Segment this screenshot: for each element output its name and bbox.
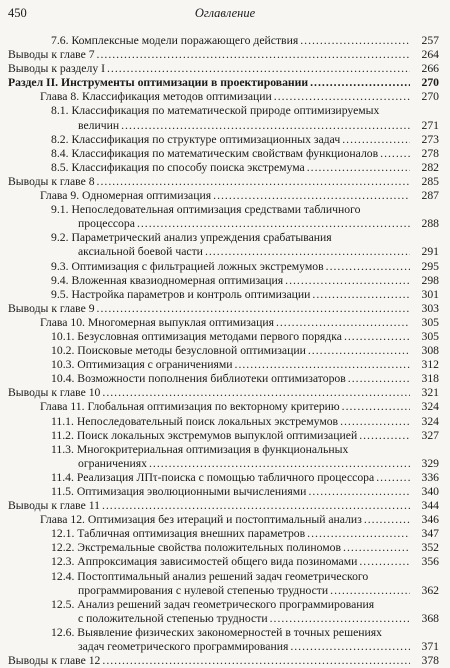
dot-leader <box>343 541 410 555</box>
toc-entry <box>0 90 450 104</box>
toc-entry-line <box>8 48 410 62</box>
toc-entry <box>0 147 450 161</box>
toc-entry <box>0 302 450 316</box>
toc-entry-line <box>51 541 410 555</box>
dot-leader <box>290 640 410 654</box>
toc-entry-line <box>51 584 410 598</box>
toc-entry-body <box>51 344 410 358</box>
dot-leader <box>364 513 410 527</box>
toc-entry-title-continued: ограничениях <box>78 456 147 470</box>
toc-page-number: 346 <box>421 513 439 527</box>
toc-entry-title: 9.5. Настройка параметров и контроль оптимизации <box>51 287 311 301</box>
dot-leader <box>359 429 410 443</box>
toc-entry-line <box>40 90 410 104</box>
toc-page-number: 270 <box>421 76 439 90</box>
toc-entry-title: Глава 10. Многомерная выпуклая оптимизация <box>40 315 274 329</box>
toc-entry-title: 11.1. Непоследовательный поиск локальных экстремумов <box>51 414 339 428</box>
dot-leader <box>310 76 410 90</box>
toc-entry-title: Выводы к главе 7 <box>8 48 95 62</box>
toc-entry-title: 8.4. Классификация по математическим свойствам функционалов <box>51 146 379 160</box>
toc-entry-line <box>51 330 410 344</box>
toc-entry <box>0 626 450 654</box>
toc-entry <box>0 555 450 569</box>
toc-entry <box>0 288 450 302</box>
toc-page-number: 273 <box>421 132 439 146</box>
dot-leader <box>97 302 410 316</box>
dot-leader <box>370 570 410 584</box>
toc-entry-line <box>51 231 410 245</box>
toc-entry <box>0 34 450 48</box>
toc-entry <box>0 570 450 598</box>
toc-entry-body <box>8 76 410 90</box>
toc-page-number: 298 <box>421 273 439 287</box>
toc-entry-title-continued: с положительной степенью трудности <box>78 611 268 625</box>
toc-page-number: 257 <box>421 34 439 47</box>
toc-entry-title: 9.4. Вложенная квазиодномерная оптимизация <box>51 273 284 287</box>
toc-page-number: 308 <box>421 344 439 358</box>
toc-page-number: 301 <box>421 287 439 301</box>
toc-entry-body <box>40 90 410 104</box>
toc-page-number: 318 <box>421 372 439 386</box>
toc-entry-line <box>51 104 410 118</box>
toc-page-number: 305 <box>421 315 439 329</box>
dot-leader <box>235 358 410 372</box>
toc-entry-line <box>51 598 410 612</box>
toc-page-number: 362 <box>421 583 439 597</box>
toc-entry-line <box>51 147 410 161</box>
toc-entry-title: 12.3. Аппроксимация зависимостей общего вида позиномами <box>51 555 358 569</box>
toc-entry <box>0 161 450 175</box>
toc-entry <box>0 76 450 90</box>
page-header <box>0 6 450 22</box>
toc-entry-title: Глава 8. Классификация методов оптимизации <box>40 90 272 104</box>
dot-leader <box>308 344 410 358</box>
dot-leader <box>274 90 410 104</box>
toc-page-number: 368 <box>421 611 439 625</box>
dot-leader <box>276 316 410 330</box>
toc-entry-body <box>51 260 410 274</box>
dot-leader <box>205 245 410 259</box>
toc-entry <box>0 429 450 443</box>
toc-page-number: 278 <box>421 146 439 160</box>
toc-entry-line <box>8 302 410 316</box>
toc-entry-line <box>51 161 410 175</box>
dot-leader <box>380 147 410 161</box>
toc-entry-body <box>51 104 410 132</box>
toc-entry <box>0 541 450 555</box>
toc-entry-body <box>51 471 410 485</box>
dot-leader <box>334 231 410 245</box>
toc-entry-body <box>51 231 410 259</box>
dot-leader <box>376 471 410 485</box>
dot-leader <box>102 654 410 668</box>
toc-entry-line <box>51 527 410 541</box>
toc-page-number: 336 <box>421 470 439 484</box>
toc-entry <box>0 48 450 62</box>
toc-entry <box>0 485 450 499</box>
toc-entry-body <box>51 34 410 48</box>
toc-entry-body <box>51 570 410 598</box>
dot-leader <box>107 62 410 76</box>
toc-entry-body <box>8 62 410 76</box>
toc-entry-line <box>51 344 410 358</box>
toc-entry-body <box>51 541 410 555</box>
toc-entry <box>0 415 450 429</box>
dot-leader <box>312 288 410 302</box>
toc-entry <box>0 654 450 668</box>
toc-entry-title: 11.2. Поиск локальных экстремумов выпуклой оптимизацией <box>51 428 358 442</box>
toc-entry-body <box>51 288 410 302</box>
dot-leader <box>213 189 410 203</box>
toc-page-number: 329 <box>421 456 439 470</box>
toc-page-number: 347 <box>421 527 439 541</box>
toc-page-number: 291 <box>421 245 439 259</box>
table-of-contents <box>0 34 450 668</box>
toc-entry-body <box>51 161 410 175</box>
toc-page-number: 312 <box>421 358 439 372</box>
toc-entry-body <box>8 386 410 400</box>
toc-entry <box>0 133 450 147</box>
dot-leader <box>342 400 410 414</box>
toc-entry-line <box>51 358 410 372</box>
toc-entry-body <box>51 527 410 541</box>
dot-leader <box>300 34 410 48</box>
toc-entry-body <box>51 443 410 471</box>
toc-entry-line <box>51 443 410 457</box>
toc-entry <box>0 598 450 626</box>
toc-entry-title: Выводы к главе 12 <box>8 654 101 668</box>
toc-entry-body <box>51 415 410 429</box>
dot-leader <box>121 119 410 133</box>
dot-leader <box>330 584 410 598</box>
toc-entry-title: Выводы к главе 8 <box>8 174 95 188</box>
toc-entry-title: 9.1. Непоследовательная оптимизация средствами табличного <box>51 203 361 217</box>
toc-entry-title: 12.4. Постоптимальный анализ решений задач геометрического <box>51 569 369 583</box>
toc-entry <box>0 386 450 400</box>
toc-entry-title: Глава 12. Оптимизация без итераций и постоптимальный анализ <box>40 513 362 527</box>
toc-entry <box>0 175 450 189</box>
toc-entry-body <box>51 626 410 654</box>
toc-entry-line <box>40 189 410 203</box>
toc-entry <box>0 104 450 132</box>
dot-leader <box>359 555 410 569</box>
toc-entry-line <box>51 555 410 569</box>
toc-entry <box>0 443 450 471</box>
toc-entry <box>0 62 450 76</box>
toc-entry-body <box>51 485 410 499</box>
toc-entry-body <box>8 302 410 316</box>
toc-entry-title-continued: программирования с нулевой степенью трудности <box>78 583 329 597</box>
toc-entry-title: 11.4. Реализация ЛПτ-поиска с помощью табличного процессора <box>51 470 375 484</box>
toc-page-number: 344 <box>421 499 439 513</box>
toc-entry-line <box>51 203 410 217</box>
toc-entry <box>0 274 450 288</box>
page-number: 450 <box>8 6 27 20</box>
toc-page-number: 378 <box>421 654 439 668</box>
toc-entry-line <box>40 513 410 527</box>
toc-page-number: 340 <box>421 485 439 498</box>
toc-entry-line <box>40 400 410 414</box>
toc-entry-line <box>51 245 410 259</box>
toc-page-number: 282 <box>421 160 439 174</box>
toc-entry-line <box>51 274 410 288</box>
toc-entry-line <box>51 133 410 147</box>
toc-entry-line <box>51 471 410 485</box>
toc-page-number: 324 <box>421 400 439 414</box>
toc-entry-body <box>51 429 410 443</box>
running-title: Оглавление <box>194 6 256 20</box>
toc-page-number: 285 <box>421 174 439 188</box>
toc-entry <box>0 231 450 259</box>
toc-entry <box>0 513 450 527</box>
toc-entry-title: 9.3. Оптимизация с фильтрацией ложных экстремумов <box>51 259 324 273</box>
dot-leader <box>285 274 410 288</box>
toc-entry-title-continued: задач геометрического программирования <box>78 640 289 654</box>
toc-entry <box>0 203 450 231</box>
toc-page-number: 266 <box>421 62 439 76</box>
toc-page-number: 305 <box>421 329 439 343</box>
dot-leader <box>344 330 410 344</box>
toc-entry-line <box>51 415 410 429</box>
toc-page-number: 324 <box>421 414 439 428</box>
toc-entry <box>0 400 450 414</box>
toc-entry-line <box>8 386 410 400</box>
toc-entry-title: 9.2. Параметрический анализ упреждения срабатывания <box>51 231 332 245</box>
toc-entry-title: 11.5. Оптимизация эволюционными вычислениями <box>51 485 307 498</box>
toc-entry-line <box>8 499 410 513</box>
toc-entry-line <box>51 429 410 443</box>
toc-entry-body <box>8 654 410 668</box>
dot-leader <box>307 527 410 541</box>
toc-entry-title: 8.5. Классификация по способу поиска экстремума <box>51 160 305 174</box>
toc-entry-body <box>51 133 410 147</box>
dot-leader <box>307 161 410 175</box>
toc-page-number: 356 <box>421 555 439 569</box>
dot-leader <box>308 485 410 499</box>
toc-entry-title: 10.4. Возможности пополнения библиотеки оптимизаторов <box>51 372 346 386</box>
toc-entry-body <box>40 513 410 527</box>
toc-entry-title: 7.6. Комплексные модели поражающего действия <box>51 34 299 47</box>
toc-entry-title: 10.3. Оптимизация с ограничениями <box>51 358 233 372</box>
toc-entry <box>0 330 450 344</box>
toc-entry <box>0 189 450 203</box>
toc-page-number: 287 <box>421 189 439 203</box>
toc-entry-body <box>8 499 410 513</box>
toc-entry-title: 12.6. Выявление физических закономерностей в точных решениях <box>51 625 382 639</box>
toc-entry-line <box>40 316 410 330</box>
toc-entry-title: Выводы к главе 9 <box>8 301 95 315</box>
dot-leader <box>137 217 410 231</box>
toc-entry-title: 10.2. Поисковые методы безусловной оптимизации <box>51 344 306 358</box>
toc-page-number: 271 <box>421 118 439 132</box>
toc-entry-line <box>51 217 410 231</box>
toc-page-number: 270 <box>421 90 439 104</box>
dot-leader <box>342 133 410 147</box>
dot-leader <box>270 612 410 626</box>
toc-entry-line <box>51 570 410 584</box>
toc-entry <box>0 358 450 372</box>
dot-leader <box>381 104 410 118</box>
toc-entry-body <box>8 48 410 62</box>
toc-entry-body <box>51 598 410 626</box>
toc-entry-line <box>51 119 410 133</box>
dot-leader <box>376 598 410 612</box>
toc-entry-body <box>40 316 410 330</box>
dot-leader <box>340 415 410 429</box>
dot-leader <box>350 443 410 457</box>
toc-entry-line <box>51 260 410 274</box>
toc-entry-title: Раздел II. Инструменты оптимизации в проектировании <box>8 76 309 90</box>
toc-entry-line <box>51 457 410 471</box>
toc-page-number: 303 <box>421 301 439 315</box>
toc-entry <box>0 471 450 485</box>
dot-leader <box>384 626 410 640</box>
toc-entry-body <box>51 555 410 569</box>
toc-entry-line <box>51 612 410 626</box>
toc-entry-line <box>8 62 410 76</box>
toc-entry <box>0 527 450 541</box>
toc-entry-title-continued: процессора <box>78 217 135 231</box>
toc-entry <box>0 499 450 513</box>
dot-leader <box>97 175 410 189</box>
toc-page-number: 295 <box>421 259 439 273</box>
toc-entry-body <box>51 274 410 288</box>
toc-entry-title: 12.5. Анализ решений задач геометрического программирования <box>51 597 375 611</box>
toc-entry <box>0 260 450 274</box>
toc-entry-title: Выводы к главе 11 <box>8 499 100 513</box>
toc-entry-title: Глава 9. Одномерная оптимизация <box>40 189 212 203</box>
toc-entry-body <box>40 400 410 414</box>
toc-entry-body <box>51 330 410 344</box>
toc-entry-title-continued: аксиальной боевой части <box>78 245 203 259</box>
toc-entry-line <box>51 640 410 654</box>
toc-entry-body <box>51 372 410 386</box>
toc-page-number: 352 <box>421 541 439 555</box>
dot-leader <box>326 260 410 274</box>
toc-entry-line <box>8 654 410 668</box>
toc-entry-title: Выводы к главе 10 <box>8 386 101 400</box>
toc-entry-line <box>8 175 410 189</box>
toc-entry-title: 12.1. Табличная оптимизация внешних параметров <box>51 527 306 541</box>
toc-entry-title: 10.1. Безусловная оптимизация методами первого порядка <box>51 329 342 343</box>
toc-entry-body <box>51 147 410 161</box>
toc-entry-body <box>51 358 410 372</box>
dot-leader <box>348 372 410 386</box>
toc-entry-title: Глава 11. Глобальная оптимизация по векторному критерию <box>40 400 340 414</box>
toc-entry-line <box>51 372 410 386</box>
toc-entry-title: 12.2. Экстремальные свойства положительных полиномов <box>51 541 342 555</box>
toc-entry-title: 8.1. Классификация по математической природе оптимизируемых <box>51 104 380 118</box>
toc-entry <box>0 316 450 330</box>
dot-leader <box>97 48 410 62</box>
toc-entry-title: Выводы к разделу I <box>8 62 105 76</box>
dot-leader <box>102 386 410 400</box>
toc-page-number: 327 <box>421 428 439 442</box>
toc-page-number: 288 <box>421 217 439 231</box>
toc-entry-title: 11.3. Многокритериальная оптимизация в функциональных <box>51 442 349 456</box>
toc-entry-body <box>8 175 410 189</box>
toc-entry-line <box>51 34 410 48</box>
dot-leader <box>102 499 410 513</box>
toc-entry-body <box>51 203 410 231</box>
toc-entry-body <box>40 189 410 203</box>
toc-entry <box>0 344 450 358</box>
toc-entry-line <box>51 485 410 499</box>
toc-page-number: 264 <box>421 48 439 62</box>
toc-entry <box>0 372 450 386</box>
toc-entry-line <box>8 76 410 90</box>
toc-entry-line <box>51 288 410 302</box>
toc-entry-title-continued: величин <box>78 118 120 132</box>
dot-leader <box>362 203 410 217</box>
toc-entry-line <box>51 626 410 640</box>
toc-page-number: 321 <box>421 386 439 400</box>
toc-page-number: 371 <box>421 640 439 654</box>
dot-leader <box>149 457 410 471</box>
toc-entry-title: 8.2. Классификация по структуре оптимизационных задач <box>51 132 341 146</box>
